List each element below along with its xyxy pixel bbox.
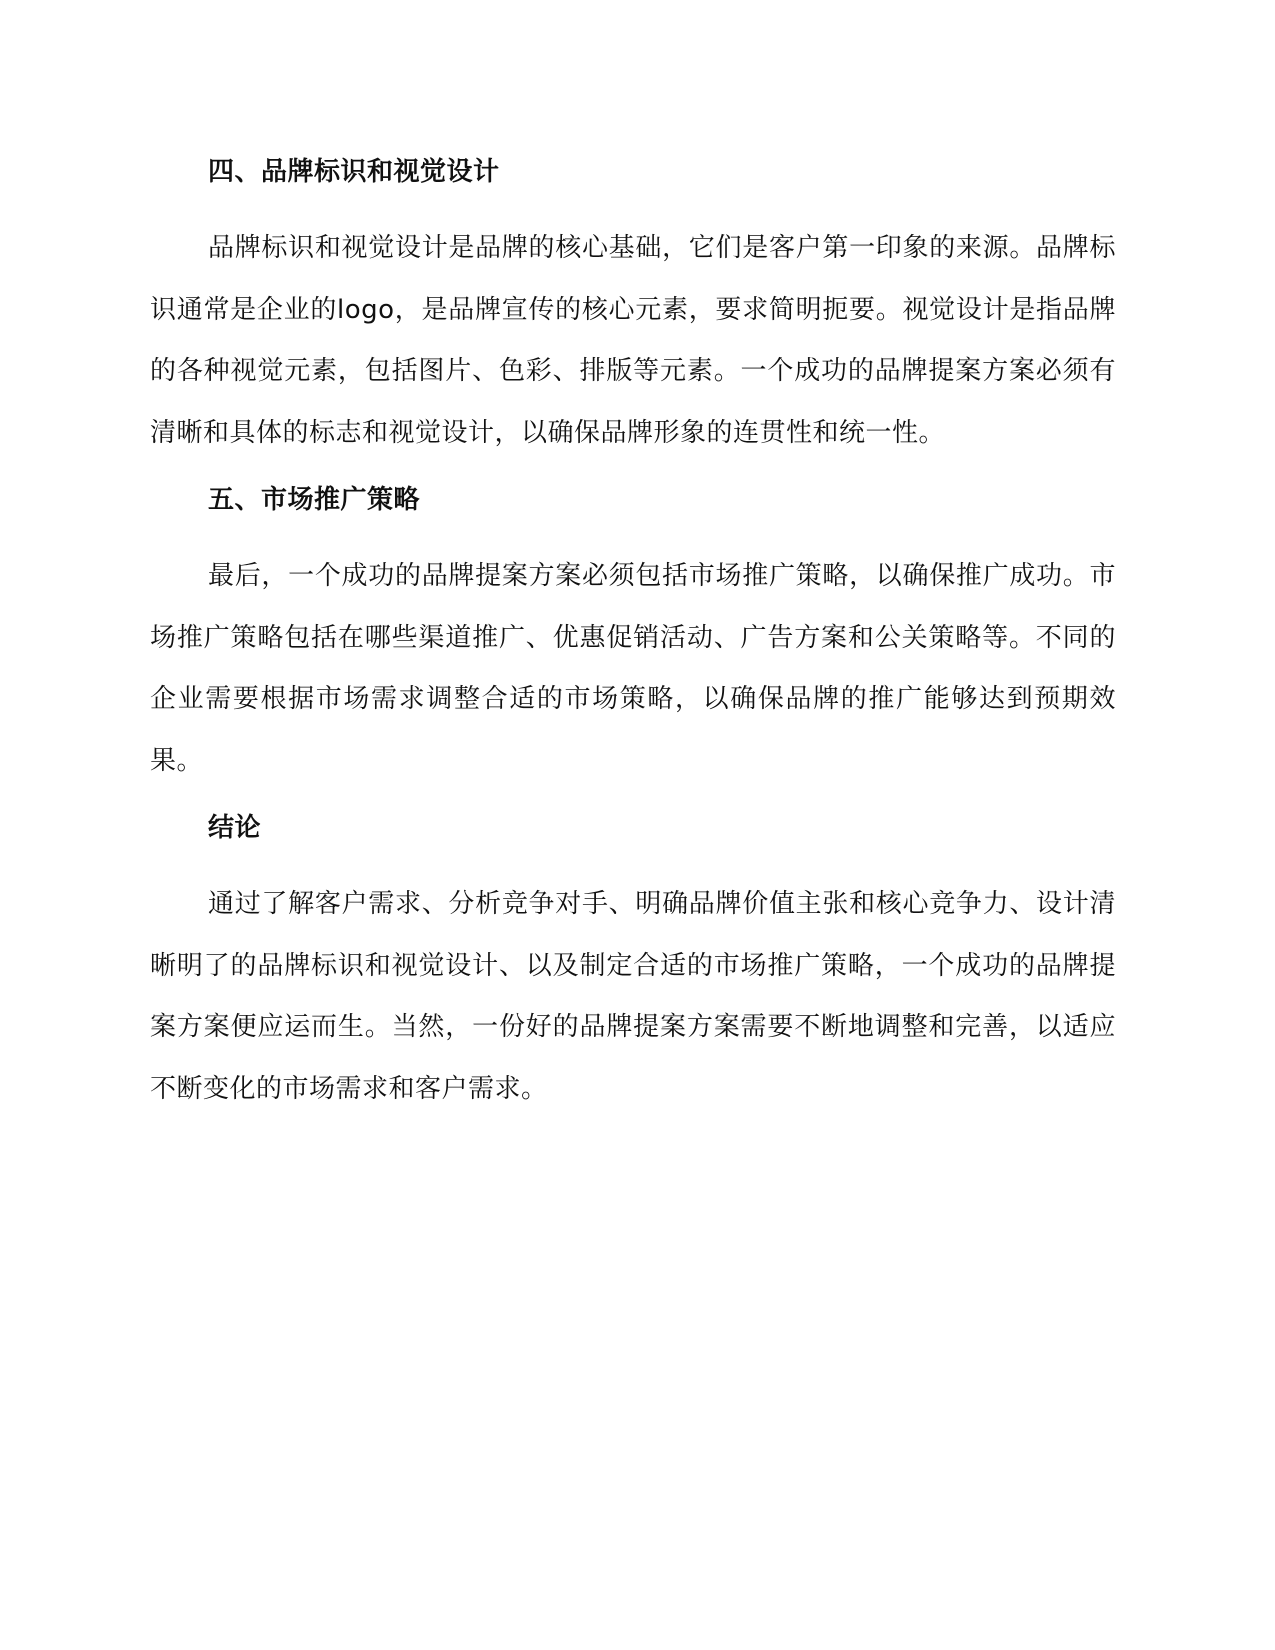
section-heading: 五、市场推广策略 (208, 485, 421, 515)
section-paragraph: 通过了解客户需求、分析竞争对手、明确品牌价值主张和核心竞争力、设计清晰明了的品牌标识和视觉设计、以及制定合适的市场推广策略，一个成功的品牌提案方案便应运而生。当然，一份好的品牌提案方案需要不断地调整和完善，以适应不断变化的市场需求和客户需求。 (150, 889, 1116, 1104)
section-conclusion (150, 806, 1116, 1120)
document-page (150, 150, 1116, 1120)
section-heading: 结论 (208, 813, 262, 843)
section-paragraph: 品牌标识和视觉设计是品牌的核心基础，它们是客户第一印象的来源。品牌标识通常是企业的logo，是品牌宣传的核心元素，要求简明扼要。视觉设计是指品牌的各种视觉元素，包括图片、色彩、排版等元素。一个成功的品牌提案方案必须有清晰和具体的标志和视觉设计，以确保品牌形象的连贯性和统一性。 (150, 233, 1116, 448)
section-brand-identity (150, 150, 1116, 464)
section-heading: 四、品牌标识和视觉设计 (208, 157, 500, 187)
section-marketing-strategy (150, 478, 1116, 792)
section-paragraph: 最后，一个成功的品牌提案方案必须包括市场推广策略，以确保推广成功。市场推广策略包括在哪些渠道推广、优惠促销活动、广告方案和公关策略等。不同的企业需要根据市场需求调整合适的市场策略，以确保品牌的推广能够达到预期效果。 (150, 561, 1116, 776)
